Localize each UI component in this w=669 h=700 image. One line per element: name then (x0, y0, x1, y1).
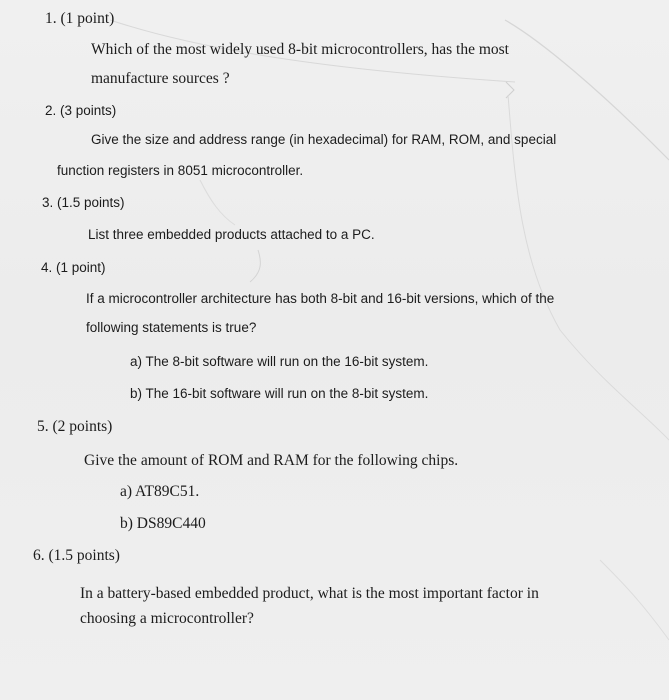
q6-line-2: choosing a microcontroller? (80, 610, 254, 627)
q2-line-2: function registers in 8051 microcontroller. (57, 163, 304, 178)
q1-line-2: manufacture sources ? (91, 70, 230, 87)
q4-line-2: following statements is true? (86, 320, 257, 335)
q3-line-1: List three embedded products attached to a PC. (88, 227, 375, 242)
q4-line-1: If a microcontroller architecture has both 8-bit and 16-bit versions, which of the (86, 291, 555, 306)
q5-option-b: b) DS89C440 (120, 515, 206, 532)
q5-line-1: Give the amount of ROM and RAM for the following chips. (84, 452, 459, 469)
q2-line-1: Give the size and address range (in hexadecimal) for RAM, ROM, and special (91, 132, 557, 147)
q3-heading: 3. (1.5 points) (42, 195, 125, 210)
q6-line-1: In a battery-based embedded product, what is the most important factor in (80, 585, 539, 602)
q1-line-1: Which of the most widely used 8-bit microcontrollers, has the most (91, 41, 509, 58)
q4-heading: 4. (1 point) (41, 260, 106, 275)
q5-heading: 5. (2 points) (37, 418, 113, 435)
q5-option-a: a) AT89C51. (120, 483, 200, 500)
q4-option-b: b) The 16-bit software will run on the 8-bit system. (130, 386, 429, 401)
q6-heading: 6. (1.5 points) (33, 547, 120, 564)
q2-heading: 2. (3 points) (45, 103, 117, 118)
q4-option-a: a) The 8-bit software will run on the 16-bit system. (130, 354, 429, 369)
q1-heading: 1. (1 point) (45, 10, 115, 27)
